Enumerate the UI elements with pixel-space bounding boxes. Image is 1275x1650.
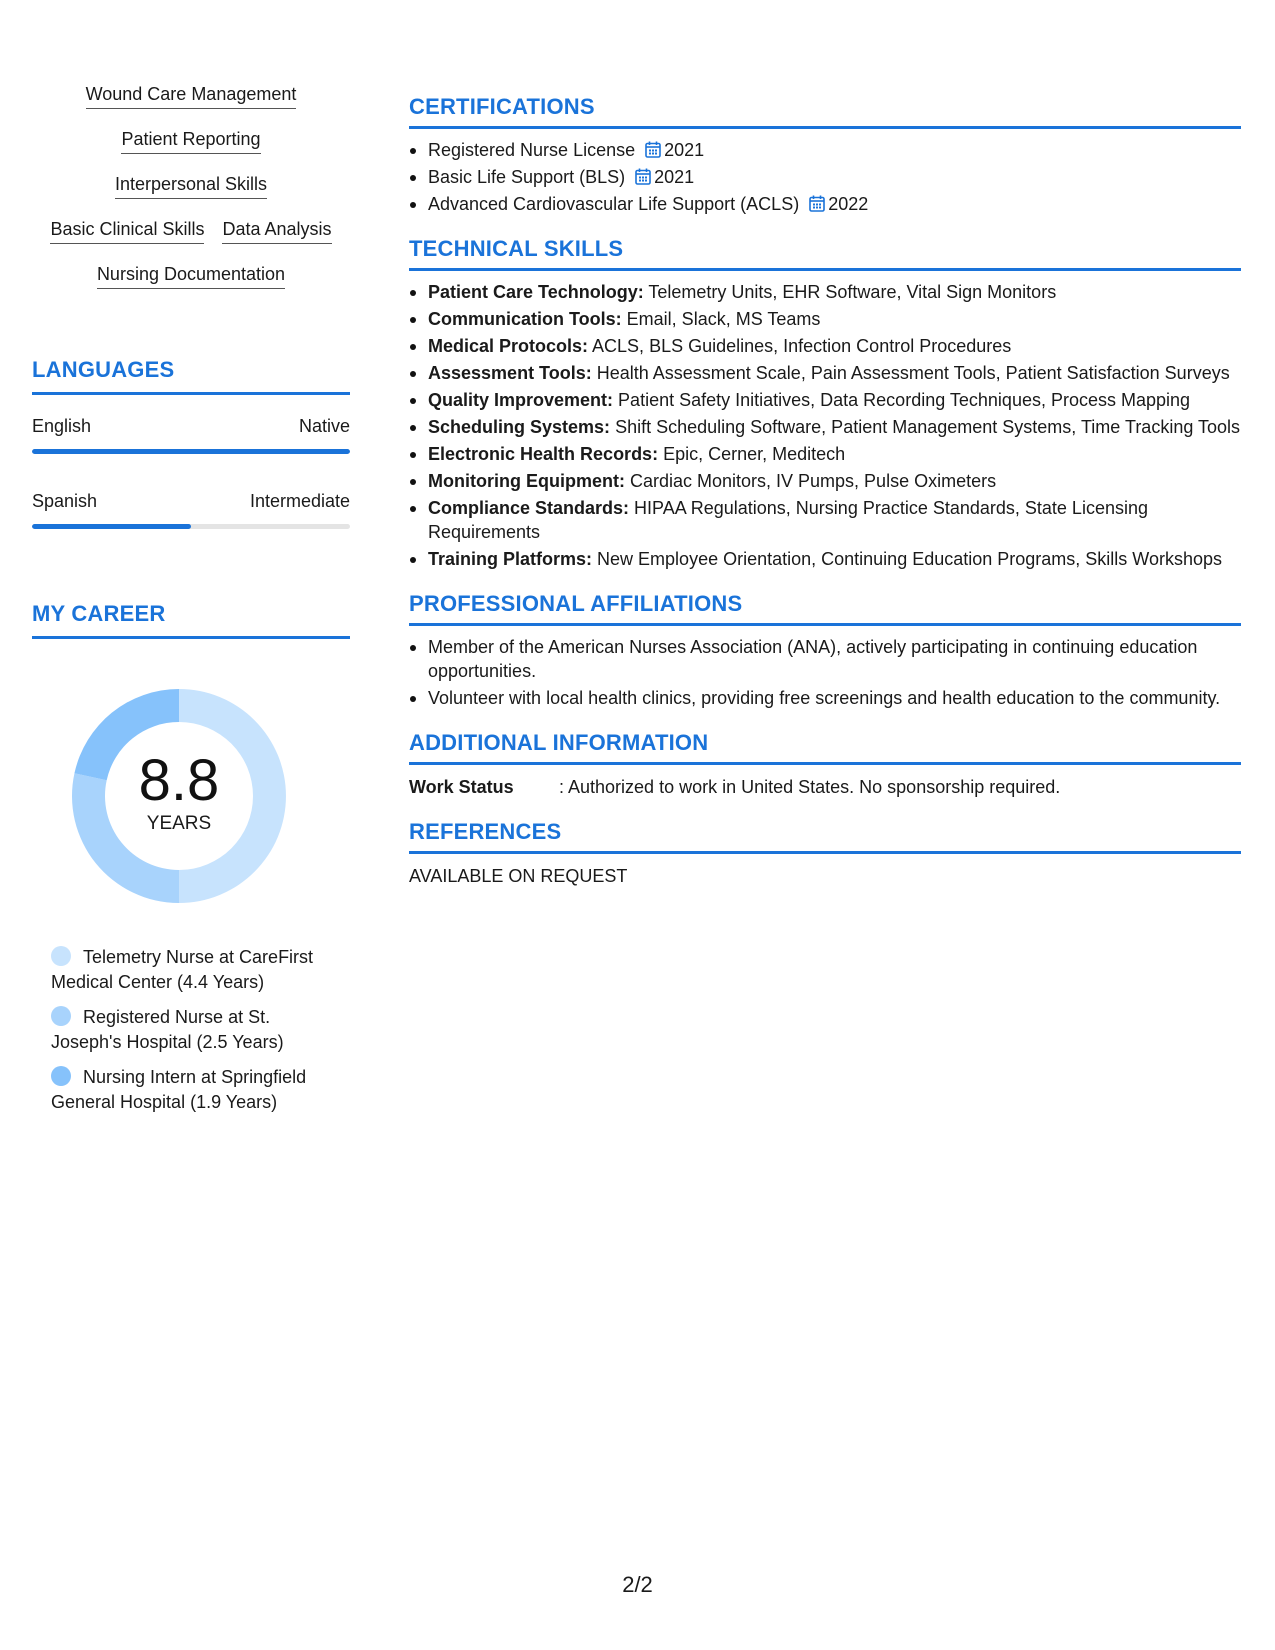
section-divider	[32, 636, 350, 639]
skill-category: Communication Tools:	[428, 309, 622, 329]
skill-values: Patient Safety Initiatives, Data Recording Techniques, Process Mapping	[613, 390, 1191, 410]
skill-item	[409, 469, 1241, 493]
career-donut-chart	[66, 683, 292, 909]
certifications-section	[409, 94, 1241, 216]
skill-values: Email, Slack, MS Teams	[621, 309, 821, 329]
certifications-heading: CERTIFICATIONS	[409, 94, 595, 119]
work-status-row	[409, 775, 1241, 799]
certifications-list	[409, 138, 1241, 216]
calendar-icon	[809, 195, 825, 212]
skill-values: ACLS, BLS Guidelines, Infection Control Procedures	[588, 336, 1012, 356]
language-level: Intermediate	[249, 491, 350, 511]
calendar-icon	[645, 141, 661, 158]
section-divider	[409, 623, 1241, 626]
technical-skills-list	[409, 280, 1241, 571]
affiliation-item: Member of the American Nurses Association (ANA), actively participating in continuing education opportunities.	[409, 635, 1241, 683]
certification-year: 2021	[654, 167, 695, 187]
certification-year: 2022	[828, 194, 869, 214]
skill-values: HIPAA Regulations, Nursing Practice Standards, State Licensing Requirements	[428, 498, 1148, 542]
career-heading: MY CAREER	[32, 601, 166, 626]
skills-row	[121, 127, 260, 172]
additional-info-heading: ADDITIONAL INFORMATION	[409, 730, 709, 755]
certification-name: Basic Life Support (BLS)	[428, 167, 626, 187]
skill-item	[409, 334, 1241, 358]
career-total-years: 8.8	[138, 748, 220, 813]
additional-info-section	[409, 730, 1241, 799]
skill-tag: Nursing Documentation	[97, 262, 285, 289]
section-divider	[32, 392, 350, 395]
language-name: English	[32, 416, 92, 436]
skill-item	[409, 442, 1241, 466]
skill-values: Shift Scheduling Software, Patient Management Systems, Time Tracking Tools	[610, 417, 1241, 437]
skill-category: Training Platforms:	[428, 549, 593, 569]
certification-name: Advanced Cardiovascular Life Support (ACLS)	[428, 194, 800, 214]
skill-category: Monitoring Equipment:	[428, 471, 625, 491]
language-bar-fill	[32, 524, 191, 529]
legend-dot	[51, 1006, 71, 1026]
affiliations-list	[409, 635, 1241, 710]
skills-row	[86, 82, 297, 127]
language-bar	[32, 524, 350, 529]
skill-tag: Wound Care Management	[86, 82, 297, 109]
references-section	[409, 819, 1241, 888]
skills-row	[97, 262, 285, 307]
affiliations-heading: PROFESSIONAL AFFILIATIONS	[409, 591, 743, 616]
section-divider	[409, 126, 1241, 129]
calendar-icon	[635, 168, 651, 185]
skill-item	[409, 496, 1241, 544]
page-number: 2/2	[622, 1572, 653, 1597]
work-status-label: Work Status	[409, 777, 514, 797]
skill-item	[409, 280, 1241, 304]
language-name: Spanish	[32, 491, 98, 511]
references-heading: REFERENCES	[409, 819, 562, 844]
skill-category: Medical Protocols:	[428, 336, 589, 356]
skill-tag: Basic Clinical Skills	[50, 217, 204, 244]
skill-item	[409, 547, 1241, 571]
languages-heading: LANGUAGES	[32, 357, 175, 382]
skill-category: Patient Care Technology:	[428, 282, 644, 302]
skill-values: Telemetry Units, EHR Software, Vital Sign Monitors	[643, 282, 1057, 302]
skill-values: New Employee Orientation, Continuing Education Programs, Skills Workshops	[592, 549, 1222, 569]
skill-category: Quality Improvement:	[428, 390, 614, 410]
work-status-value: : Authorized to work in United States. No sponsorship required.	[559, 777, 1061, 797]
skill-item	[409, 361, 1241, 385]
skill-tag: Data Analysis	[222, 217, 331, 244]
section-divider	[409, 268, 1241, 271]
legend-dot	[51, 1066, 71, 1086]
skill-category: Compliance Standards:	[428, 498, 630, 518]
language-item	[32, 490, 350, 529]
language-item	[32, 415, 350, 454]
career-years-unit: YEARS	[146, 813, 212, 834]
career-legend	[32, 945, 322, 1115]
language-bar-fill	[32, 449, 350, 454]
language-bar	[32, 449, 350, 454]
skill-category: Electronic Health Records:	[428, 444, 659, 464]
affiliation-item: Volunteer with local health clinics, providing free screenings and health education to the community.	[409, 686, 1241, 710]
skill-category: Scheduling Systems:	[428, 417, 611, 437]
legend-item	[51, 1065, 322, 1115]
skill-item	[409, 415, 1241, 439]
skills-row	[50, 217, 331, 262]
section-divider	[409, 851, 1241, 854]
skills-row	[115, 172, 267, 217]
skills-tags	[32, 82, 350, 307]
legend-item	[51, 945, 322, 995]
skill-item	[409, 307, 1241, 331]
skill-values: Cardiac Monitors, IV Pumps, Pulse Oximeters	[624, 471, 997, 491]
skill-values: Health Assessment Scale, Pain Assessment Tools, Patient Satisfaction Surveys	[591, 363, 1230, 383]
skill-item	[409, 388, 1241, 412]
section-divider	[409, 762, 1241, 765]
legend-item	[51, 1005, 322, 1055]
certification-item	[409, 138, 1241, 162]
languages-section	[32, 357, 350, 529]
certification-name: Registered Nurse License	[428, 140, 636, 160]
skill-category: Assessment Tools:	[428, 363, 592, 383]
technical-skills-section	[409, 236, 1241, 571]
certification-item	[409, 192, 1241, 216]
references-text: AVAILABLE ON REQUEST	[409, 866, 628, 886]
certification-year: 2021	[664, 140, 705, 160]
technical-skills-heading: TECHNICAL SKILLS	[409, 236, 624, 261]
career-section	[32, 601, 350, 1115]
legend-text: Registered Nurse at St. Joseph's Hospital (2.5 Years)	[51, 1007, 284, 1052]
legend-dot	[51, 946, 71, 966]
left-column	[32, 82, 350, 1125]
skill-values: Epic, Cerner, Meditech	[658, 444, 846, 464]
certification-item	[409, 165, 1241, 189]
skill-tag: Patient Reporting	[121, 127, 260, 154]
legend-text: Telemetry Nurse at CareFirst Medical Center (4.4 Years)	[51, 947, 314, 992]
legend-text: Nursing Intern at Springfield General Hospital (1.9 Years)	[51, 1067, 307, 1112]
affiliations-section	[409, 591, 1241, 710]
right-column	[409, 94, 1241, 908]
language-level: Native	[298, 416, 350, 436]
skill-tag: Interpersonal Skills	[115, 172, 267, 199]
